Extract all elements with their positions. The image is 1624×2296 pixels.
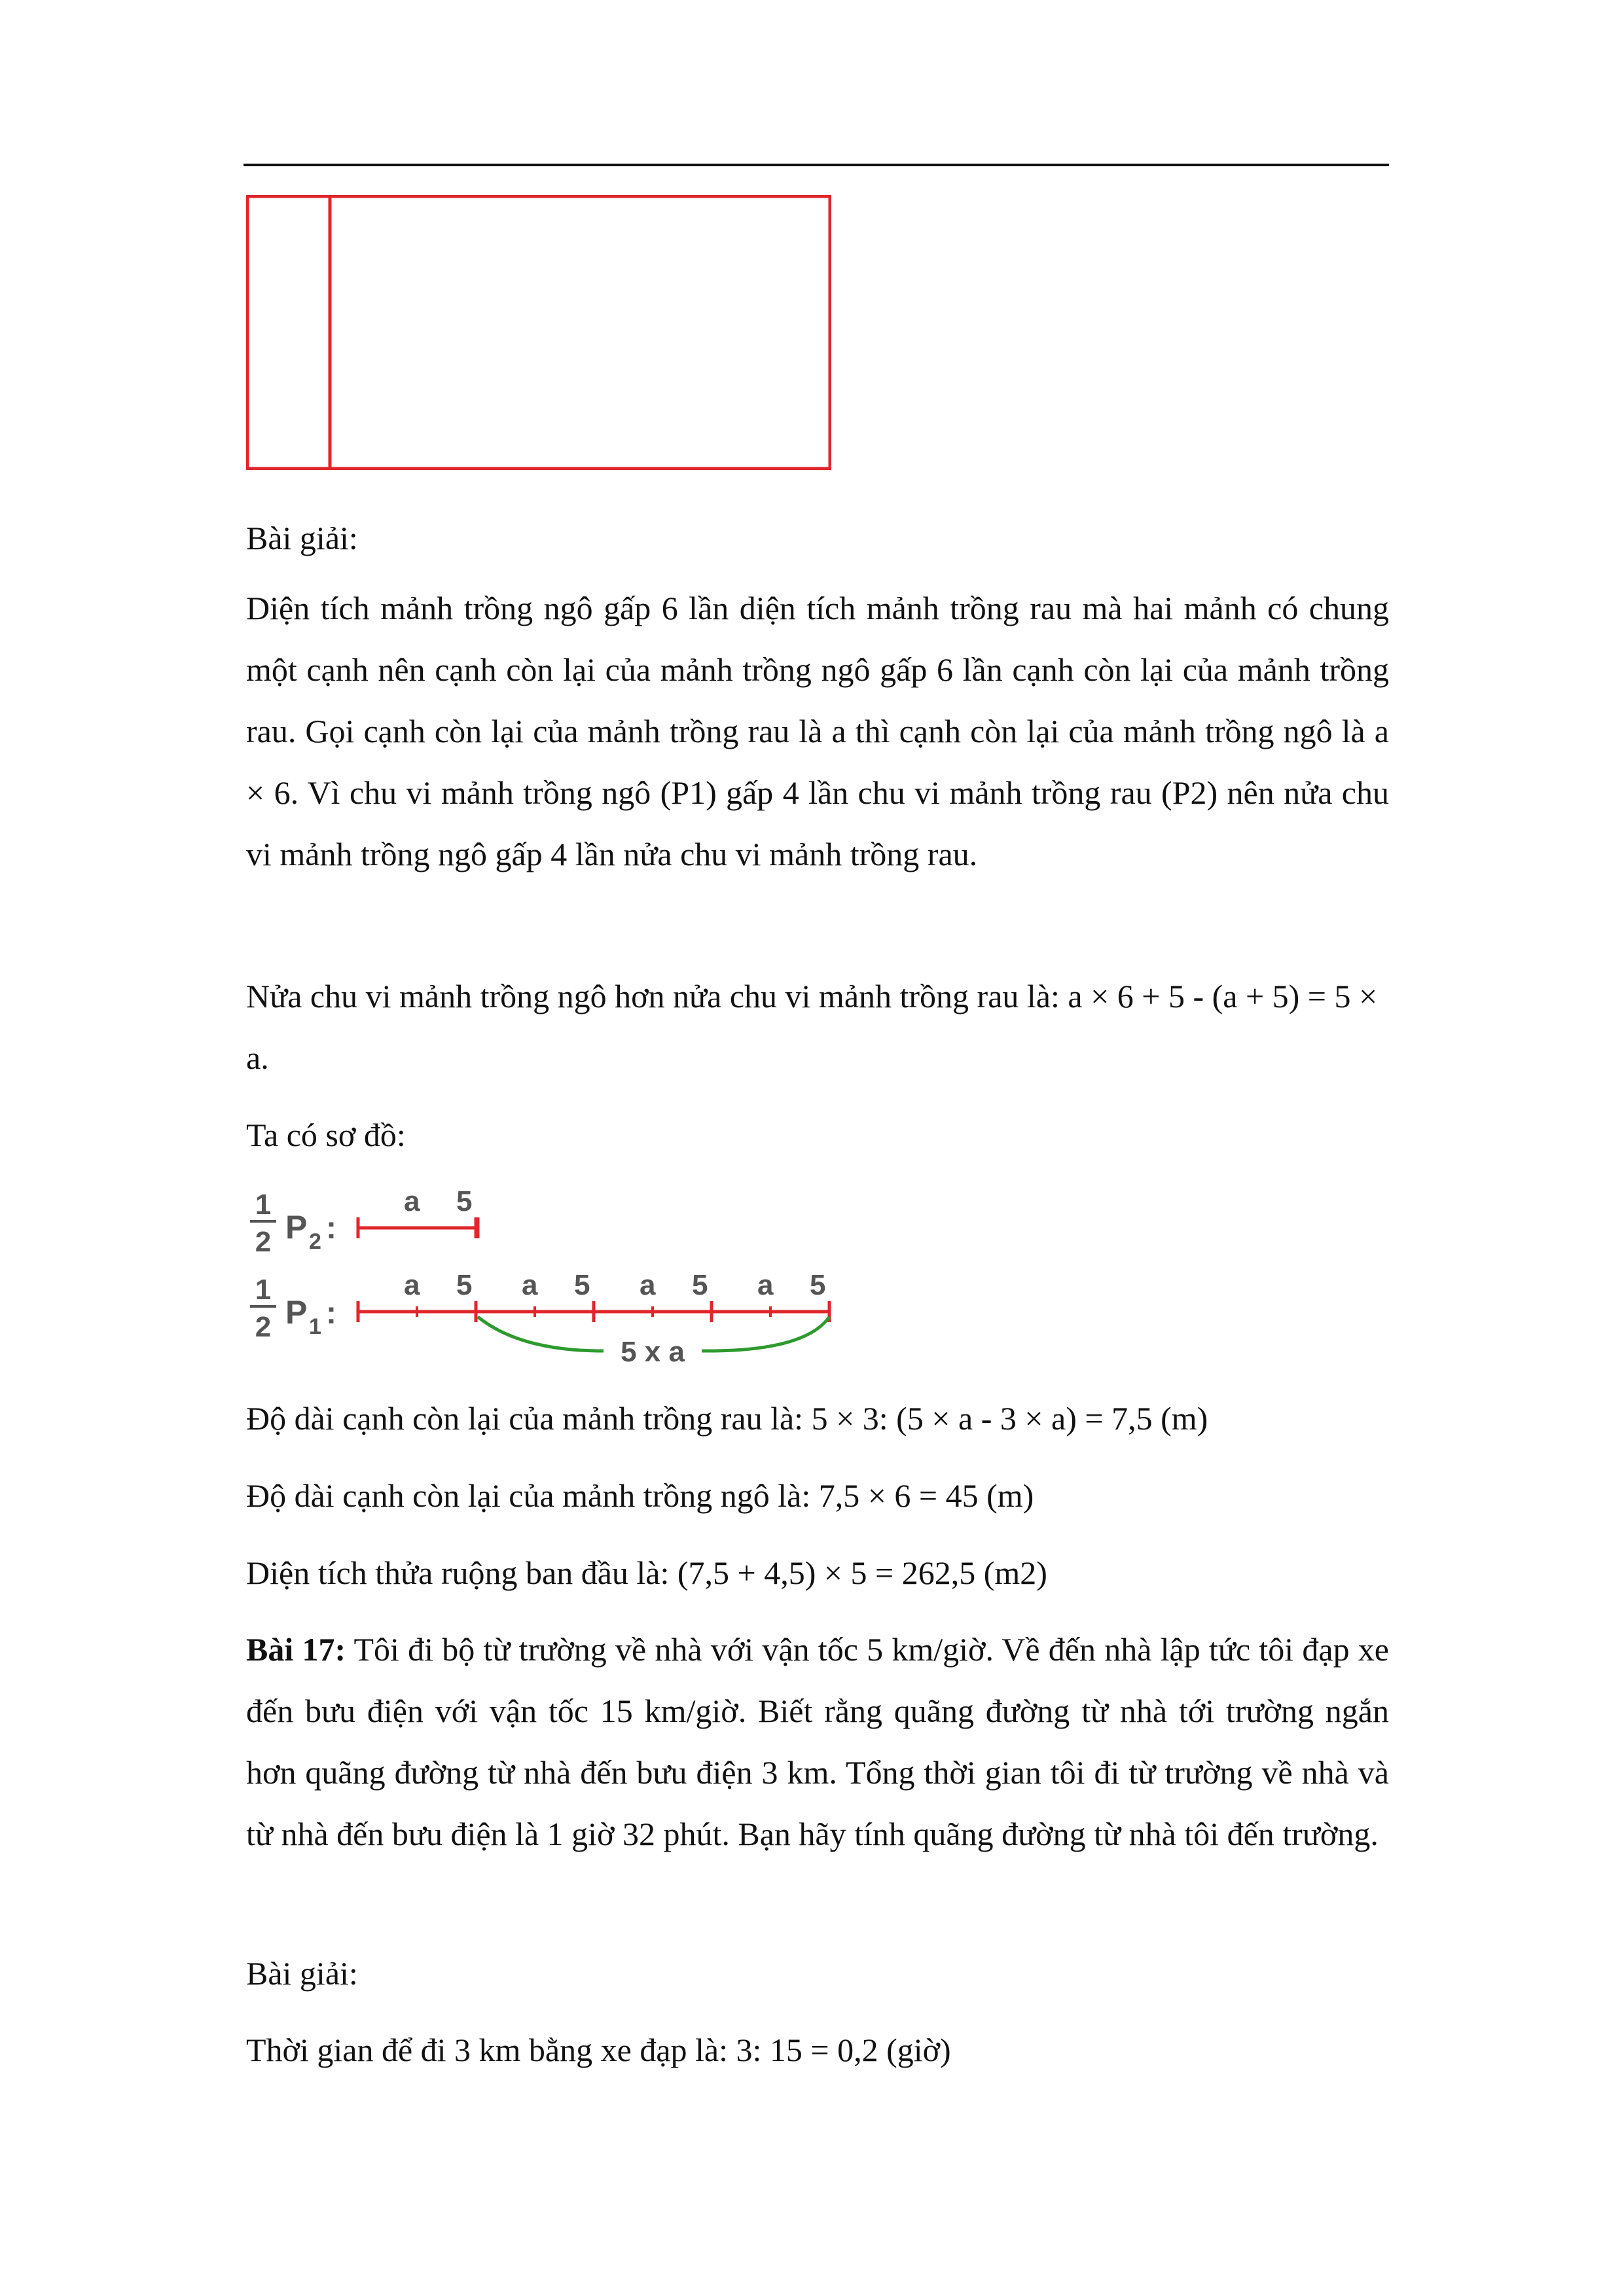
p1-label-a: a <box>757 1269 774 1301</box>
p1-letter: P <box>285 1294 308 1331</box>
p1-label-5: 5 <box>692 1269 708 1301</box>
brace-label: 5 x a <box>621 1336 685 1368</box>
row-half-p2 <box>250 1185 478 1258</box>
p1-label-5: 5 <box>456 1269 473 1301</box>
segment-diagram <box>244 1178 846 1368</box>
half-perimeter-difference: Nửa chu vi mảnh trồng ngô hơn nửa chu vi mảnh trồng rau là: a × 6 + 5 - (a + 5) = 5 × a. <box>246 978 1378 1076</box>
problem-17 <box>246 1619 1389 1865</box>
problem-17-solution-heading: Bài giải: <box>246 1955 358 1992</box>
row-half-p1 <box>250 1269 829 1368</box>
p2-colon: : <box>326 1211 336 1246</box>
diagram-intro: Ta có sơ đồ: <box>246 1117 406 1153</box>
intro-paragraph: Diện tích mảnh trồng ngô gấp 6 lần diện tích mảnh trồng rau mà hai mảnh có chung một cạnh nên cạnh còn lại của mảnh trồng ngô gấp 6 lần cạnh còn lại của mảnh trồng rau. Gọi cạnh còn lại của mảnh trồng rau là a thì cạnh còn lại của mảnh trồng ngô là a × 6. Vì chu vi mảnh trồng ngô (P1) gấp 4 lần chu vi mảnh trồng rau (P2) nên nửa chu vi mảnh trồng ngô gấp 4 lần nửa chu vi mảnh trồng rau. <box>246 590 1389 872</box>
result-area: Diện tích thửa ruộng ban đầu là: (7,5 + 4,5) × 5 = 262,5 (m2) <box>246 1554 1047 1591</box>
p1-subscript: 1 <box>309 1314 321 1339</box>
p2-label-a: a <box>404 1185 420 1217</box>
result-ngo: Độ dài cạnh còn lại của mảnh trồng ngô là: 7,5 × 6 = 45 (m) <box>246 1477 1034 1514</box>
p1-fraction-numerator: 1 <box>255 1274 272 1306</box>
p1-label-a: a <box>404 1269 420 1301</box>
p2-fraction-denominator: 2 <box>255 1226 272 1258</box>
solution-heading: Bài giải: <box>246 520 358 556</box>
p2-letter: P <box>285 1209 308 1246</box>
field-outline <box>247 196 830 469</box>
header-rule <box>244 164 1389 166</box>
result-rau: Độ dài cạnh còn lại của mảnh trồng rau là: 5 × 3: (5 × a - 3 × a) = 7,5 (m) <box>246 1400 1208 1437</box>
problem-17-step-1: Thời gian để đi 3 km bằng xe đạp là: 3: 15 = 0,2 (giờ) <box>246 2032 951 2068</box>
problem-17-text: Tôi đi bộ từ trường về nhà với vận tốc 5 km/giờ. Về đến nhà lập tức tôi đạp xe đến bưu điện với vận tốc 15 km/giờ. Biết rằng quãng đường từ nhà tới trường ngắn hơn quãng đường từ nhà đến bưu điện 3 km. Tổng thời gian tôi đi từ trường về nhà và từ nhà đến bưu điện là 1 giờ 32 phút. Bạn hãy tính quãng đường từ nhà tôi đến trường. <box>246 1631 1389 1852</box>
problem-17-label: Bài 17: <box>246 1631 346 1668</box>
p1-fraction-denominator: 2 <box>255 1311 272 1343</box>
p2-label-5: 5 <box>456 1185 473 1217</box>
p1-label-5: 5 <box>574 1269 590 1301</box>
p1-label-5: 5 <box>810 1269 826 1301</box>
p1-label-a: a <box>640 1269 656 1301</box>
field-sketch <box>246 195 831 470</box>
p1-colon: : <box>326 1296 336 1331</box>
p2-subscript: 2 <box>309 1229 321 1254</box>
p2-fraction-numerator: 1 <box>255 1189 272 1221</box>
p1-label-a: a <box>522 1269 538 1301</box>
